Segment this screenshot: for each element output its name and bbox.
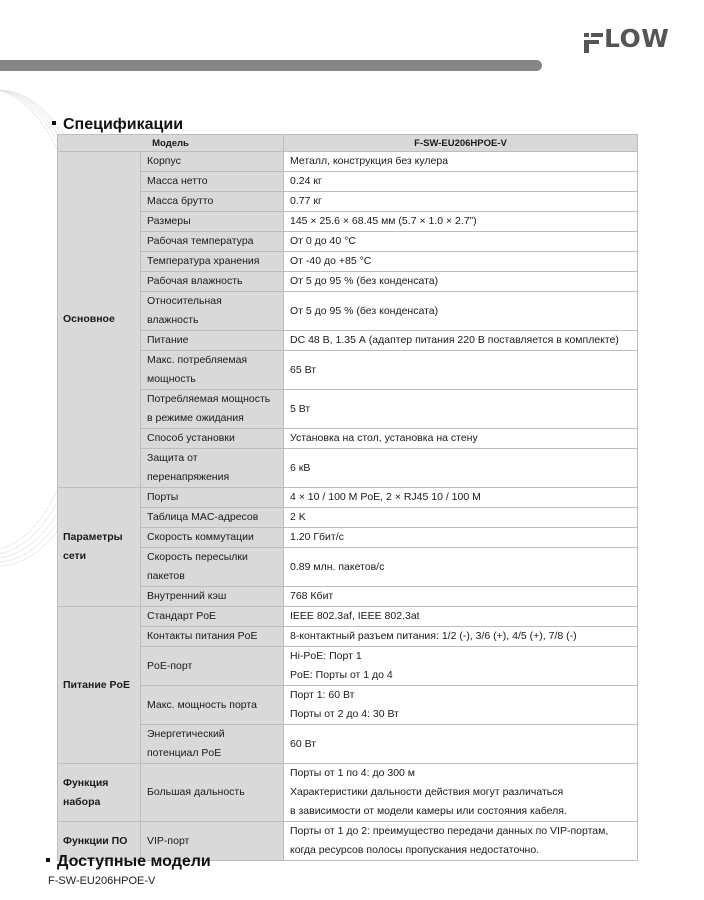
spec-label-line: влажность (147, 314, 199, 326)
spec-label-line: потенциал PoE (147, 747, 222, 759)
spec-value-cell (284, 686, 638, 725)
spec-value-cell (284, 822, 638, 861)
spec-value-line: 1.20 Гбит/с (290, 531, 344, 543)
spec-value-line: Характеристики дальности действия могут различаться (290, 786, 564, 798)
spec-value-line: в зависимости от модели камеры или состояния кабеля. (290, 805, 567, 817)
spec-value-line: Порты от 1 до 2: преимущество передачи данных по VIP-портам, (290, 825, 609, 837)
group-name-line: Параметры (63, 531, 123, 543)
spec-value-line: Hi-PoE: Порт 1 (290, 650, 362, 662)
table-row (58, 152, 638, 172)
spec-value-line: DC 48 В, 1.35 А (адаптер питания 220 В поставляется в комплекте) (290, 334, 619, 346)
table-row (58, 212, 638, 232)
model-value-header: F-SW-EU206HPOE-V (284, 135, 638, 152)
spec-label-cell (141, 252, 284, 272)
spec-label-line: Рабочая влажность (147, 275, 243, 287)
table-row (58, 508, 638, 528)
spec-value-cell (284, 508, 638, 528)
spec-value-cell (284, 647, 638, 686)
table-row (58, 647, 638, 686)
available-model: F-SW-EU206HPOE-V (48, 875, 156, 887)
spec-value-line: 60 Вт (290, 737, 317, 750)
spec-value-cell (284, 725, 638, 764)
spec-value-line: Установка на стол, установка на стену (290, 432, 478, 444)
header-bar (0, 60, 542, 71)
spec-value-cell (284, 351, 638, 390)
spec-value-line: От 0 до 40 °C (290, 235, 356, 247)
table-row (58, 587, 638, 607)
spec-value-cell (284, 488, 638, 508)
spec-value-line: От 5 до 95 % (без конденсата) (290, 304, 439, 317)
spec-value-line: От -40 до +85 °C (290, 255, 372, 267)
spec-label-cell (141, 351, 284, 390)
table-row (58, 548, 638, 587)
brand-logo (584, 24, 669, 53)
spec-label-line: Макс. мощность порта (147, 698, 257, 711)
spec-value-cell (284, 429, 638, 449)
models-title-text: Доступные модели (57, 853, 211, 870)
model-label-header: Модель (58, 135, 284, 152)
logo-f-glyph-icon (584, 33, 603, 53)
table-row (58, 331, 638, 351)
spec-label-line: пакетов (147, 570, 185, 582)
spec-value-cell (284, 172, 638, 192)
table-row (58, 232, 638, 252)
table-row (58, 528, 638, 548)
spec-value-line: PoE: Порты от 1 до 4 (290, 669, 393, 681)
spec-label-line: Масса нетто (147, 175, 208, 187)
table-row (58, 488, 638, 508)
spec-value-line: 6 кВ (290, 461, 311, 474)
spec-label-line: Защита от (147, 452, 198, 464)
spec-label-cell (141, 152, 284, 172)
spec-value-cell (284, 528, 638, 548)
spec-label-line: мощность (147, 373, 196, 385)
spec-value-cell (284, 272, 638, 292)
spec-table-body (58, 152, 638, 861)
group-name-line: набора (63, 795, 101, 808)
spec-label-line: в режиме ожидания (147, 412, 244, 424)
spec-value-line: Порты от 1 по 4: до 300 м (290, 767, 416, 779)
spec-label-cell (141, 192, 284, 212)
spec-label-line: Контакты питания PoE (147, 630, 258, 642)
table-row (58, 292, 638, 331)
spec-label-cell (141, 272, 284, 292)
spec-value-line: От 5 до 95 % (без конденсата) (290, 275, 439, 287)
spec-value-cell (284, 331, 638, 351)
group-name-cell (58, 607, 141, 764)
spec-value-line: 0.24 кг (290, 175, 322, 187)
group-name-cell (58, 488, 141, 607)
spec-label-line: Стандарт PoE (147, 610, 217, 622)
table-row (58, 172, 638, 192)
table-row (58, 627, 638, 647)
group-name-line: Основное (63, 313, 115, 325)
spec-value-cell (284, 607, 638, 627)
spec-label-cell (141, 686, 284, 725)
spec-value-line: Порт 1: 60 Вт (290, 689, 355, 701)
spec-value-line: Порты от 2 до 4: 30 Вт (290, 708, 399, 720)
spec-label-cell (141, 212, 284, 232)
table-row (58, 429, 638, 449)
spec-label-cell (141, 390, 284, 429)
spec-label-line: перенапряжения (147, 471, 230, 483)
table-row (58, 449, 638, 488)
spec-label-line: Температура хранения (147, 255, 260, 267)
spec-label-line: VIP-порт (147, 834, 190, 847)
spec-label-cell (141, 725, 284, 764)
spec-value-line: 65 Вт (290, 363, 317, 376)
spec-label-cell (141, 647, 284, 686)
models-section-title (46, 853, 211, 871)
spec-value-cell (284, 192, 638, 212)
spec-title-text: Спецификации (63, 116, 184, 133)
spec-value-cell (284, 152, 638, 172)
spec-label-line: PoE-порт (147, 659, 193, 672)
spec-label-cell (141, 429, 284, 449)
spec-label-line: Таблица MAC-адресов (147, 511, 259, 523)
table-row (58, 607, 638, 627)
table-row (58, 272, 638, 292)
spec-label-cell (141, 764, 284, 822)
table-row (58, 252, 638, 272)
spec-value-line: Металл, конструкция без кулера (290, 155, 449, 167)
spec-value-line: IEEE 802.3af, IEEE 802.3at (290, 610, 420, 622)
group-name-line: сети (63, 550, 87, 562)
group-name-line: Функция (63, 776, 109, 789)
spec-label-cell (141, 607, 284, 627)
spec-section-title (52, 116, 183, 134)
table-row (58, 192, 638, 212)
spec-table (57, 134, 638, 861)
spec-value-cell (284, 232, 638, 252)
spec-value-cell (284, 212, 638, 232)
spec-value-line: 2 K (290, 511, 306, 523)
table-header-row (58, 135, 638, 152)
spec-label-cell (141, 292, 284, 331)
spec-label-cell (141, 627, 284, 647)
spec-label-line: Корпус (147, 155, 181, 167)
spec-label-line: Потребляемая мощность (147, 393, 271, 405)
spec-value-cell (284, 764, 638, 822)
spec-label-line: Способ установки (147, 432, 235, 444)
table-row (58, 764, 638, 822)
group-name-cell (58, 152, 141, 488)
spec-value-line: когда ресурсов полосы пропускания недостаточно. (290, 844, 540, 856)
spec-label-line: Масса брутто (147, 195, 214, 207)
spec-label-line: Большая дальность (147, 786, 245, 798)
spec-label-cell (141, 587, 284, 607)
spec-value-line: 4 × 10 / 100 M PoE, 2 × RJ45 10 / 100 M (290, 491, 481, 503)
spec-value-cell (284, 627, 638, 647)
spec-value-cell (284, 548, 638, 587)
spec-label-line: Относительная (147, 295, 222, 307)
spec-value-line: 145 × 25.6 × 68.45 мм (5.7 × 1.0 × 2.7”) (290, 215, 477, 227)
spec-label-line: Внутренний кэш (147, 590, 227, 602)
spec-label-line: Порты (147, 491, 179, 503)
spec-label-line: Питание (147, 334, 189, 346)
group-name-line: Функции ПО (63, 834, 128, 847)
spec-value-line: 8-контактный разъем питания: 1/2 (-), 3/6 (+), 4/5 (+), 7/8 (-) (290, 630, 577, 642)
table-row (58, 390, 638, 429)
bullet-icon (46, 858, 50, 862)
spec-value-cell (284, 587, 638, 607)
spec-value-cell (284, 449, 638, 488)
spec-value-line: 0.89 млн. пакетов/с (290, 560, 385, 573)
table-row (58, 686, 638, 725)
spec-label-cell (141, 331, 284, 351)
spec-value-line: 5 Вт (290, 402, 311, 415)
spec-label-line: Скорость коммутации (147, 531, 254, 543)
bullet-icon (52, 121, 56, 125)
spec-label-cell (141, 488, 284, 508)
table-row (58, 725, 638, 764)
spec-value-cell (284, 252, 638, 272)
spec-value-cell (284, 292, 638, 331)
spec-label-line: Макс. потребляемая (147, 354, 248, 366)
spec-label-cell (141, 172, 284, 192)
spec-label-cell (141, 449, 284, 488)
spec-value-line: 0.77 кг (290, 195, 322, 207)
spec-label-cell (141, 548, 284, 587)
group-name-cell (58, 764, 141, 822)
spec-label-line: Энергетический (147, 728, 225, 740)
table-row (58, 351, 638, 390)
spec-label-line: Скорость пересылки (147, 551, 248, 563)
spec-label-cell (141, 528, 284, 548)
spec-label-line: Рабочая температура (147, 235, 254, 247)
spec-value-cell (284, 390, 638, 429)
spec-label-cell (141, 232, 284, 252)
spec-label-line: Размеры (147, 215, 191, 227)
spec-value-line: 768 Кбит (290, 590, 334, 602)
logo-text: LOW (604, 24, 670, 53)
group-name-line: Питание PoE (63, 678, 130, 691)
spec-label-cell (141, 508, 284, 528)
